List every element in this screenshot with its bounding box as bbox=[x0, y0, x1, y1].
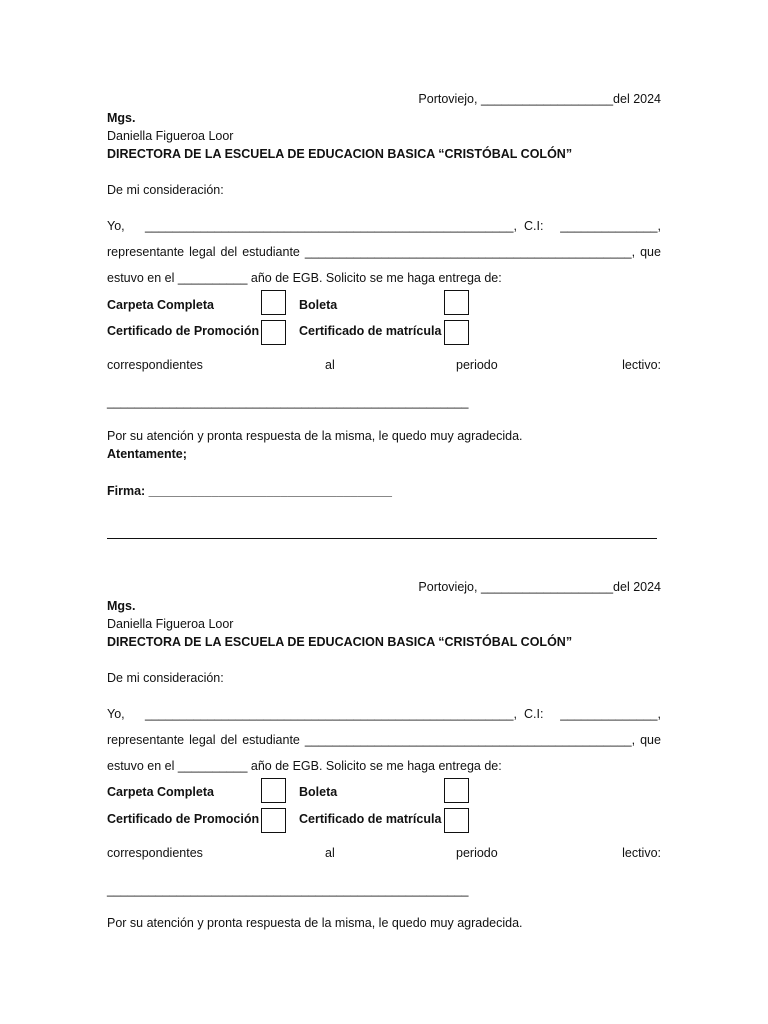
period-word: periodo bbox=[456, 846, 498, 860]
yo-label: Yo, bbox=[107, 707, 125, 721]
director-name: Daniella Figueroa Loor bbox=[107, 129, 234, 143]
rep-word: legal bbox=[189, 733, 216, 747]
place-date-line: Portoviejo, ___________________del 2024 bbox=[418, 92, 661, 106]
rep-word: estudiante bbox=[242, 245, 300, 259]
name-blank: _____________________________________________________, bbox=[145, 707, 517, 721]
director-name: Daniella Figueroa Loor bbox=[107, 617, 234, 631]
checkbox-cert-promocion[interactable] bbox=[261, 808, 286, 833]
student-blank: _______________________________________________, bbox=[304, 733, 636, 747]
student-blank: _______________________________________________, bbox=[304, 245, 636, 259]
option-boleta-label: Boleta bbox=[299, 298, 338, 312]
rep-word: representante bbox=[107, 245, 185, 259]
representative-line bbox=[107, 246, 661, 259]
request-form-1 bbox=[0, 0, 768, 498]
grade-line: estuvo en el __________ año de EGB. Solicito se me haga entrega de: bbox=[107, 271, 502, 285]
checkbox-boleta[interactable] bbox=[444, 778, 469, 803]
title-prefix: Mgs. bbox=[107, 599, 136, 613]
option-carpeta-label: Carpeta Completa bbox=[107, 785, 214, 799]
period-word: al bbox=[325, 846, 335, 860]
rep-word: del bbox=[220, 733, 238, 747]
option-boleta-label: Boleta bbox=[299, 785, 338, 799]
rep-word: representante bbox=[107, 733, 185, 747]
checkbox-cert-promocion[interactable] bbox=[261, 320, 286, 345]
rep-word: estudiante bbox=[242, 733, 300, 747]
yo-label: Yo, bbox=[107, 219, 125, 233]
request-form-2 bbox=[0, 488, 768, 976]
ci-label: C.I: bbox=[524, 219, 544, 233]
greeting: De mi consideración: bbox=[107, 671, 224, 685]
rep-word: que bbox=[640, 245, 661, 259]
ci-label: C.I: bbox=[524, 707, 544, 721]
option-cert-matricula-label: Certificado de matrícula bbox=[299, 812, 442, 826]
rep-word: del bbox=[220, 245, 238, 259]
ci-blank: ______________, bbox=[560, 219, 661, 233]
grade-line: estuvo en el __________ año de EGB. Solicito se me haga entrega de: bbox=[107, 759, 502, 773]
option-cert-promocion-label: Certificado de Promoción bbox=[107, 812, 260, 826]
period-blank: ____________________________________________________ bbox=[107, 883, 469, 897]
ci-blank: ______________, bbox=[560, 707, 661, 721]
period-word: correspondientes bbox=[107, 358, 203, 372]
signature-line: Firma: ___________________________________ bbox=[107, 484, 392, 498]
checkbox-boleta[interactable] bbox=[444, 290, 469, 315]
director-position: DIRECTORA DE LA ESCUELA DE EDUCACION BASICA “CRISTÓBAL COLÓN” bbox=[107, 147, 573, 161]
option-cert-matricula-label: Certificado de matrícula bbox=[299, 324, 442, 338]
director-position: DIRECTORA DE LA ESCUELA DE EDUCACION BASICA “CRISTÓBAL COLÓN” bbox=[107, 635, 573, 649]
atentamente: Atentamente; bbox=[107, 447, 187, 461]
checkbox-cert-matricula[interactable] bbox=[444, 320, 469, 345]
period-word: al bbox=[325, 358, 335, 372]
rep-word: que bbox=[640, 733, 661, 747]
period-word: periodo bbox=[456, 358, 498, 372]
checkbox-carpeta[interactable] bbox=[261, 290, 286, 315]
option-cert-promocion-label: Certificado de Promoción bbox=[107, 324, 260, 338]
option-carpeta-label: Carpeta Completa bbox=[107, 298, 214, 312]
period-word: lectivo: bbox=[622, 846, 661, 860]
rep-word: legal bbox=[189, 245, 216, 259]
checkbox-carpeta[interactable] bbox=[261, 778, 286, 803]
checkbox-cert-matricula[interactable] bbox=[444, 808, 469, 833]
place-date-line: Portoviejo, ___________________del 2024 bbox=[418, 580, 661, 594]
title-prefix: Mgs. bbox=[107, 111, 136, 125]
closing-text: Por su atención y pronta respuesta de la misma, le quedo muy agradecida. bbox=[107, 429, 523, 443]
period-word: correspondientes bbox=[107, 846, 203, 860]
greeting: De mi consideración: bbox=[107, 183, 224, 197]
closing-text: Por su atención y pronta respuesta de la misma, le quedo muy agradecida. bbox=[107, 916, 523, 930]
representative-line bbox=[107, 734, 661, 747]
period-word: lectivo: bbox=[622, 358, 661, 372]
name-blank: _____________________________________________________, bbox=[145, 219, 517, 233]
period-blank: ____________________________________________________ bbox=[107, 395, 469, 409]
